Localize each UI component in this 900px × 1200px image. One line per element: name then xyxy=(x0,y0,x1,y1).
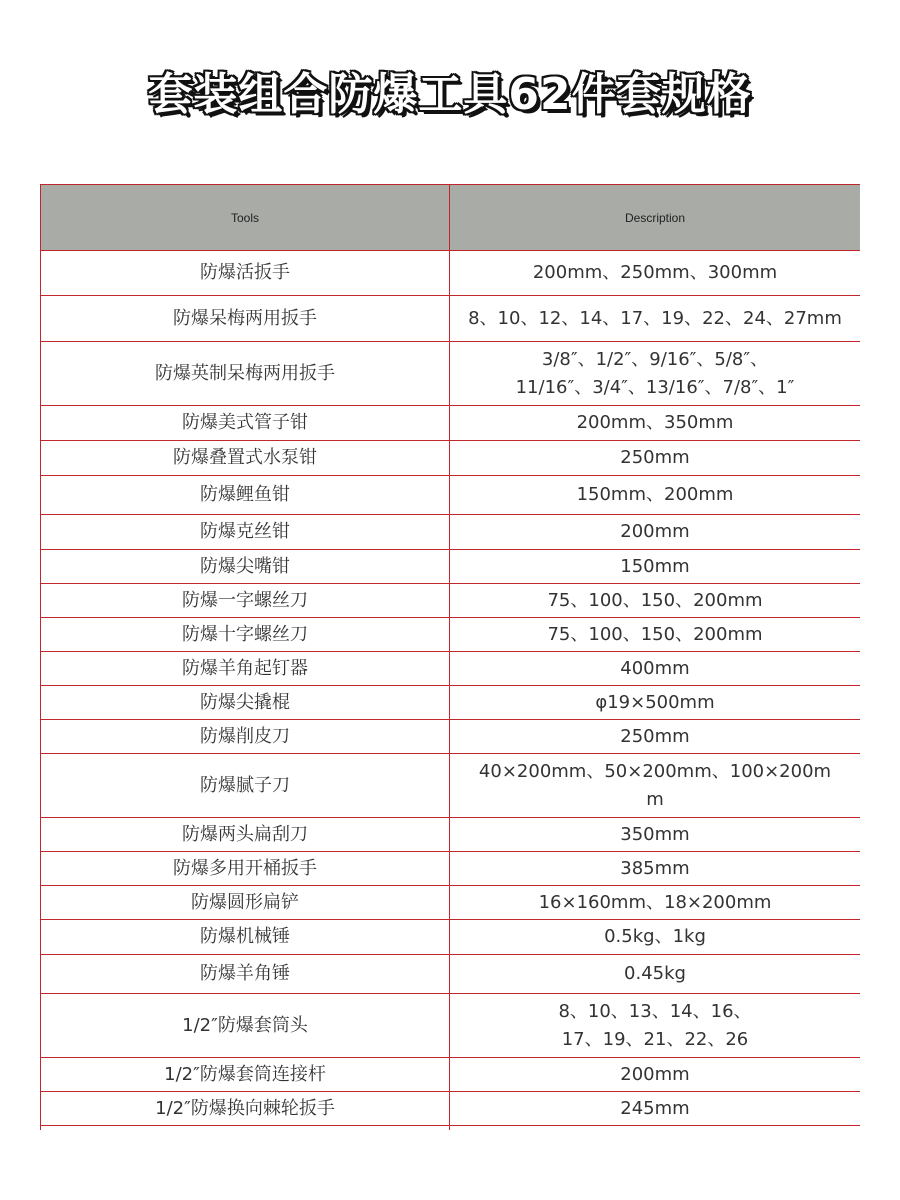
table-row xyxy=(41,955,861,994)
tool-name-cell: 1/2″防爆换向棘轮扳手 xyxy=(41,1092,450,1126)
description-cell xyxy=(450,686,861,720)
table-row xyxy=(41,720,861,754)
description-cell xyxy=(450,296,861,342)
description-line: 200mm、350mm xyxy=(576,412,734,433)
table-row xyxy=(41,441,861,476)
description-line: 150mm xyxy=(620,555,690,577)
table-row xyxy=(41,550,861,584)
description-cell xyxy=(450,515,861,550)
table-row xyxy=(41,886,861,920)
tool-name-cell: 防爆尖嘴钳 xyxy=(41,550,450,584)
description-cell xyxy=(450,1126,861,1131)
description-line: m xyxy=(646,788,664,810)
table-body xyxy=(41,251,861,1131)
description-cell xyxy=(450,550,861,584)
description-cell xyxy=(450,476,861,515)
table-row xyxy=(41,618,861,652)
description-line: 200mm xyxy=(620,1063,690,1085)
description-line: 75、100、150、200mm xyxy=(547,623,763,645)
tool-name-cell: 防爆羊角起钉器 xyxy=(41,652,450,686)
tool-name-cell: 防爆一字螺丝刀 xyxy=(41,584,450,618)
header-tools: Tools xyxy=(41,185,450,251)
description-line: 350mm xyxy=(620,823,690,845)
description-line: 250mm xyxy=(620,725,690,747)
tool-name-cell: 防爆英制呆梅两用扳手 xyxy=(41,342,450,406)
table-row xyxy=(41,686,861,720)
description-line: 245mm xyxy=(620,1097,690,1119)
table-row xyxy=(41,818,861,852)
page-title: 套装组合防爆工具62件套规格 xyxy=(148,69,752,120)
tool-name-cell: 防爆呆梅两用扳手 xyxy=(41,296,450,342)
description-cell xyxy=(450,1058,861,1092)
description-cell xyxy=(450,920,861,955)
description-cell xyxy=(450,818,861,852)
tool-name-cell: 防爆克丝钳 xyxy=(41,515,450,550)
tool-name-cell: 防爆活扳手 xyxy=(41,251,450,296)
description-line: 200mm xyxy=(620,521,690,542)
table-row xyxy=(41,476,861,515)
description-line: 250mm xyxy=(620,447,690,468)
description-cell xyxy=(450,720,861,754)
tool-name-cell: 防爆多用开桶扳手 xyxy=(41,852,450,886)
tool-name-cell: 防爆叠置式水泵钳 xyxy=(41,441,450,476)
tool-name-cell: 防爆鲤鱼钳 xyxy=(41,476,450,515)
description-cell xyxy=(450,886,861,920)
description-line: 8、10、12、14、17、19、22、24、27mm xyxy=(468,307,842,329)
tool-name-cell: 防爆美式管子钳 xyxy=(41,406,450,441)
description-line: 0.45kg xyxy=(624,963,686,984)
description-line: 75、100、150、200mm xyxy=(547,589,763,611)
description-line: 385mm xyxy=(620,857,690,879)
description-line: 150mm、200mm xyxy=(576,484,734,505)
description-line: 0.5kg、1kg xyxy=(604,926,706,947)
description-cell xyxy=(450,852,861,886)
table-row xyxy=(41,296,861,342)
description-cell xyxy=(450,406,861,441)
spec-table xyxy=(40,184,860,1130)
description-line: 11/16″、3/4″、13/16″、7/8″、1″ xyxy=(515,376,795,398)
description-cell xyxy=(450,754,861,818)
spec-table-container xyxy=(40,184,860,1130)
table-row xyxy=(41,584,861,618)
description-line: 3/8″、1/2″、9/16″、5/8″、 xyxy=(541,348,769,370)
table-row xyxy=(41,1058,861,1092)
table-row xyxy=(41,994,861,1058)
description-line: φ19×500mm xyxy=(595,691,715,713)
tool-name-cell: 1/2″防爆套筒连接杆 xyxy=(41,1058,450,1092)
description-line: 40×200mm、50×200mm、100×200m xyxy=(478,760,832,782)
table-row xyxy=(41,920,861,955)
header-description: Description xyxy=(450,185,861,251)
tool-name-cell: 防爆两头扁刮刀 xyxy=(41,818,450,852)
description-cell xyxy=(450,342,861,406)
description-line: 200mm、250mm、300mm xyxy=(532,262,778,283)
table-row xyxy=(41,652,861,686)
description-cell xyxy=(450,618,861,652)
table-row xyxy=(41,342,861,406)
tool-name-cell: 防爆尖撬棍 xyxy=(41,686,450,720)
description-cell xyxy=(450,652,861,686)
table-row xyxy=(41,754,861,818)
tool-name-cell: 1/2″防爆套筒头 xyxy=(41,994,450,1058)
description-line: 400mm xyxy=(620,657,690,679)
tool-name-cell: 防爆机械锤 xyxy=(41,920,450,955)
description-cell xyxy=(450,1092,861,1126)
table-row xyxy=(41,406,861,441)
description-cell xyxy=(450,441,861,476)
description-line: 16×160mm、18×200mm xyxy=(538,891,772,913)
tool-name-cell xyxy=(41,1126,450,1131)
tool-name-cell: 防爆十字螺丝刀 xyxy=(41,618,450,652)
table-row xyxy=(41,515,861,550)
table-row xyxy=(41,1092,861,1126)
description-cell xyxy=(450,584,861,618)
description-cell xyxy=(450,994,861,1058)
table-row xyxy=(41,251,861,296)
table-header-row xyxy=(41,185,861,251)
description-cell xyxy=(450,955,861,994)
tool-name-cell: 防爆削皮刀 xyxy=(41,720,450,754)
table-row xyxy=(41,852,861,886)
tool-name-cell: 防爆腻子刀 xyxy=(41,754,450,818)
table-row xyxy=(41,1126,861,1131)
description-line: 8、10、13、14、16、 xyxy=(558,1000,752,1022)
description-cell xyxy=(450,251,861,296)
tool-name-cell: 防爆圆形扁铲 xyxy=(41,886,450,920)
description-line: 17、19、21、22、26 xyxy=(561,1028,749,1050)
tool-name-cell: 防爆羊角锤 xyxy=(41,955,450,994)
